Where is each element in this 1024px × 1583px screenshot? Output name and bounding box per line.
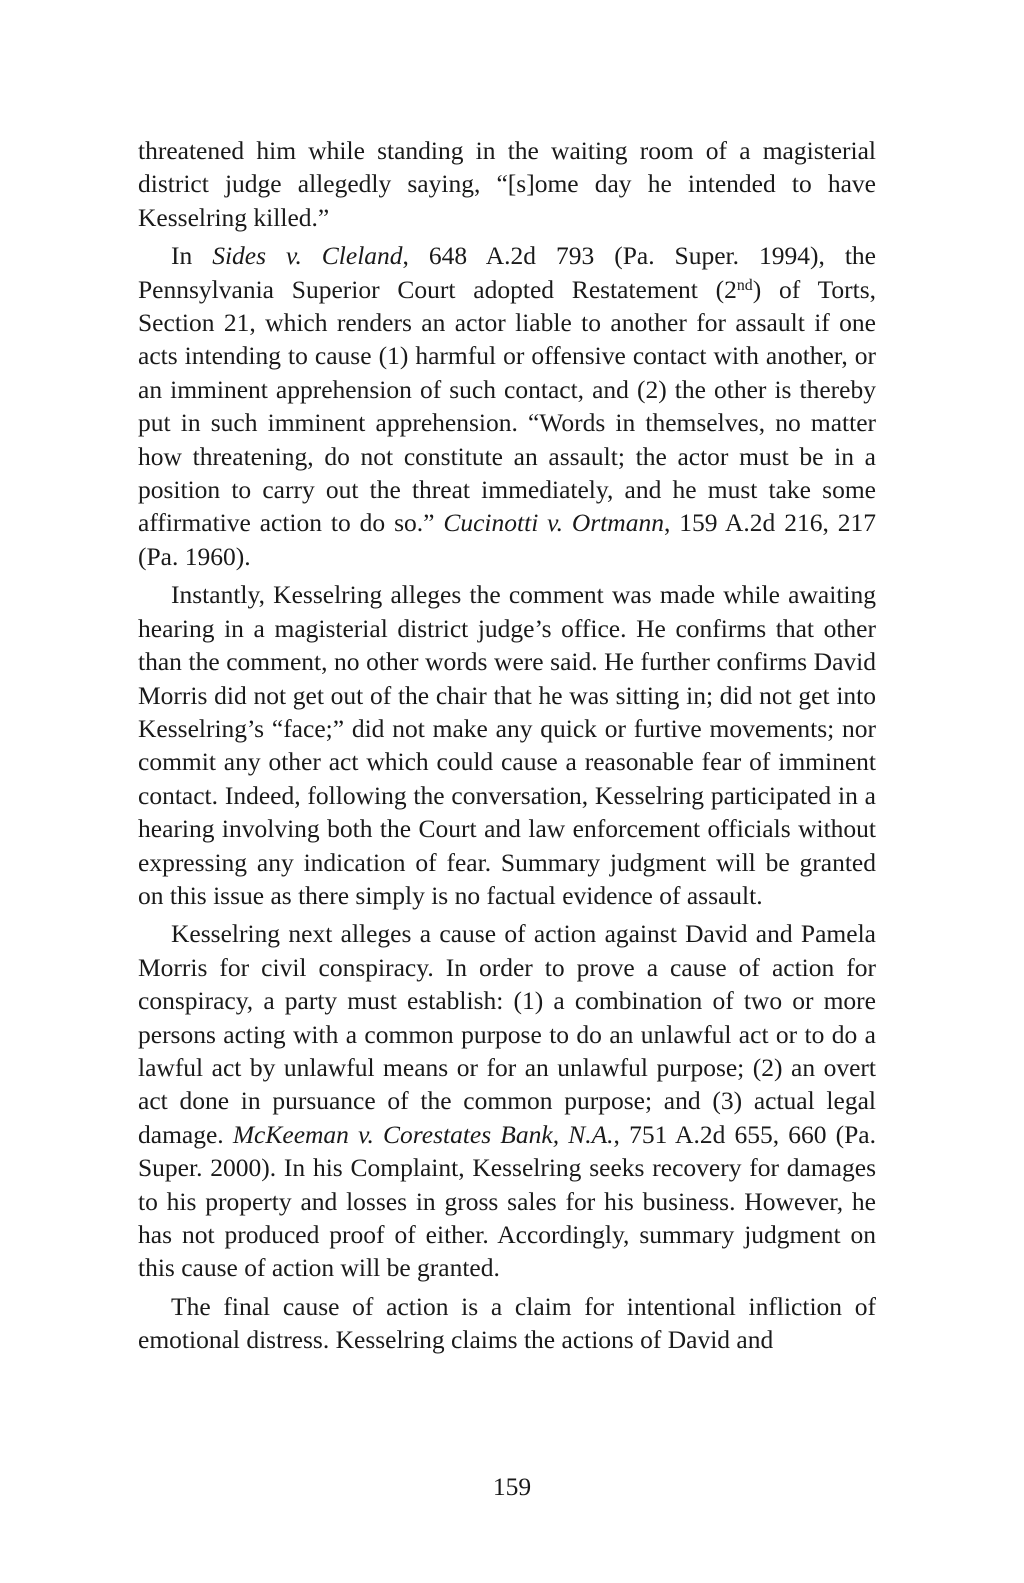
text-run: Kesselring next alleges a cause of action against David and Pamela Morris for civil conspiracy. In order to prove a cause of action for conspiracy, a party must establish: (1) a combination of two or more persons acting with a common purpose to do an unlawful act or to do a lawful act by unlawful means or for an unlawful purpose; (2) an overt act done in pursuance of the common purpose; and (3) actual legal damage. (138, 919, 876, 1149)
case-citation: Sides v. Cleland (212, 241, 403, 271)
paragraph-3 (138, 578, 876, 912)
case-citation: Cucinotti v. Ortmann (443, 508, 664, 538)
text-run: Instantly, Kesselring alleges the comment was made while awaiting hearing in a magisterial district judge’s office. He confirms that other than the comment, no other words were said. He further confirms David Morris did not get out of the chair that he was sitting in; did not get into Kesselring’s “face;” did not make any quick or furtive movements; nor commit any other act which could cause a reasonable fear of imminent contact. Indeed, following the conversation, Kesselring participated in a hearing involving both the Court and law enforcement officials without expressing any indication of fear. Summary judgment will be granted on this issue as there simply is no factual evidence of assault. (138, 580, 876, 910)
body-text (138, 134, 876, 1362)
case-citation: McKeeman v. Corestates Bank, N.A. (232, 1119, 614, 1149)
paragraph-1 (138, 134, 876, 234)
paragraph-4 (138, 917, 876, 1284)
text-run: ) of Torts, Section 21, which renders an actor liable to another for assault if one acts intending to cause (1) harmful or offensive contact with another, or an imminent apprehension of such contact, and (2) the other is thereby put in such imminent apprehension. “Words in themselves, no matter how threatening, do not constitute an assault; the actor must be in a position to carry out the threat immediately, and he must take some affirmative action to do so.” (138, 274, 876, 538)
text-run: , 648 A.2d 793 (Pa. Super. 1994), the Pennsylvania Superior Court adopted Restatement (2 (138, 241, 876, 304)
paragraph-2 (138, 239, 876, 573)
paragraph-5 (138, 1290, 876, 1357)
text-run: , 159 A.2d 216, 217 (Pa. 1960). (138, 508, 876, 571)
text-run: In (171, 241, 213, 271)
text-run: , 751 A.2d 655, 660 (Pa. Super. 2000). In his Complaint, Kesselring seeks recovery for damages to his property and losses in gross sales for his business. However, he has not produced proof of either. Accordingly, summary judgment on this cause of action will be granted. (138, 1119, 876, 1283)
text-run: The final cause of action is a claim for intentional infliction of emotional distress. Kesselring claims the actions of David and (138, 1291, 876, 1355)
page-number: 159 (492, 1472, 532, 1501)
text-run: threatened him while standing in the waiting room of a magisterial district judge allegedly saying, “[s]ome day he intended to have Kesselring killed.” (138, 136, 876, 232)
superscript: nd (736, 276, 753, 294)
